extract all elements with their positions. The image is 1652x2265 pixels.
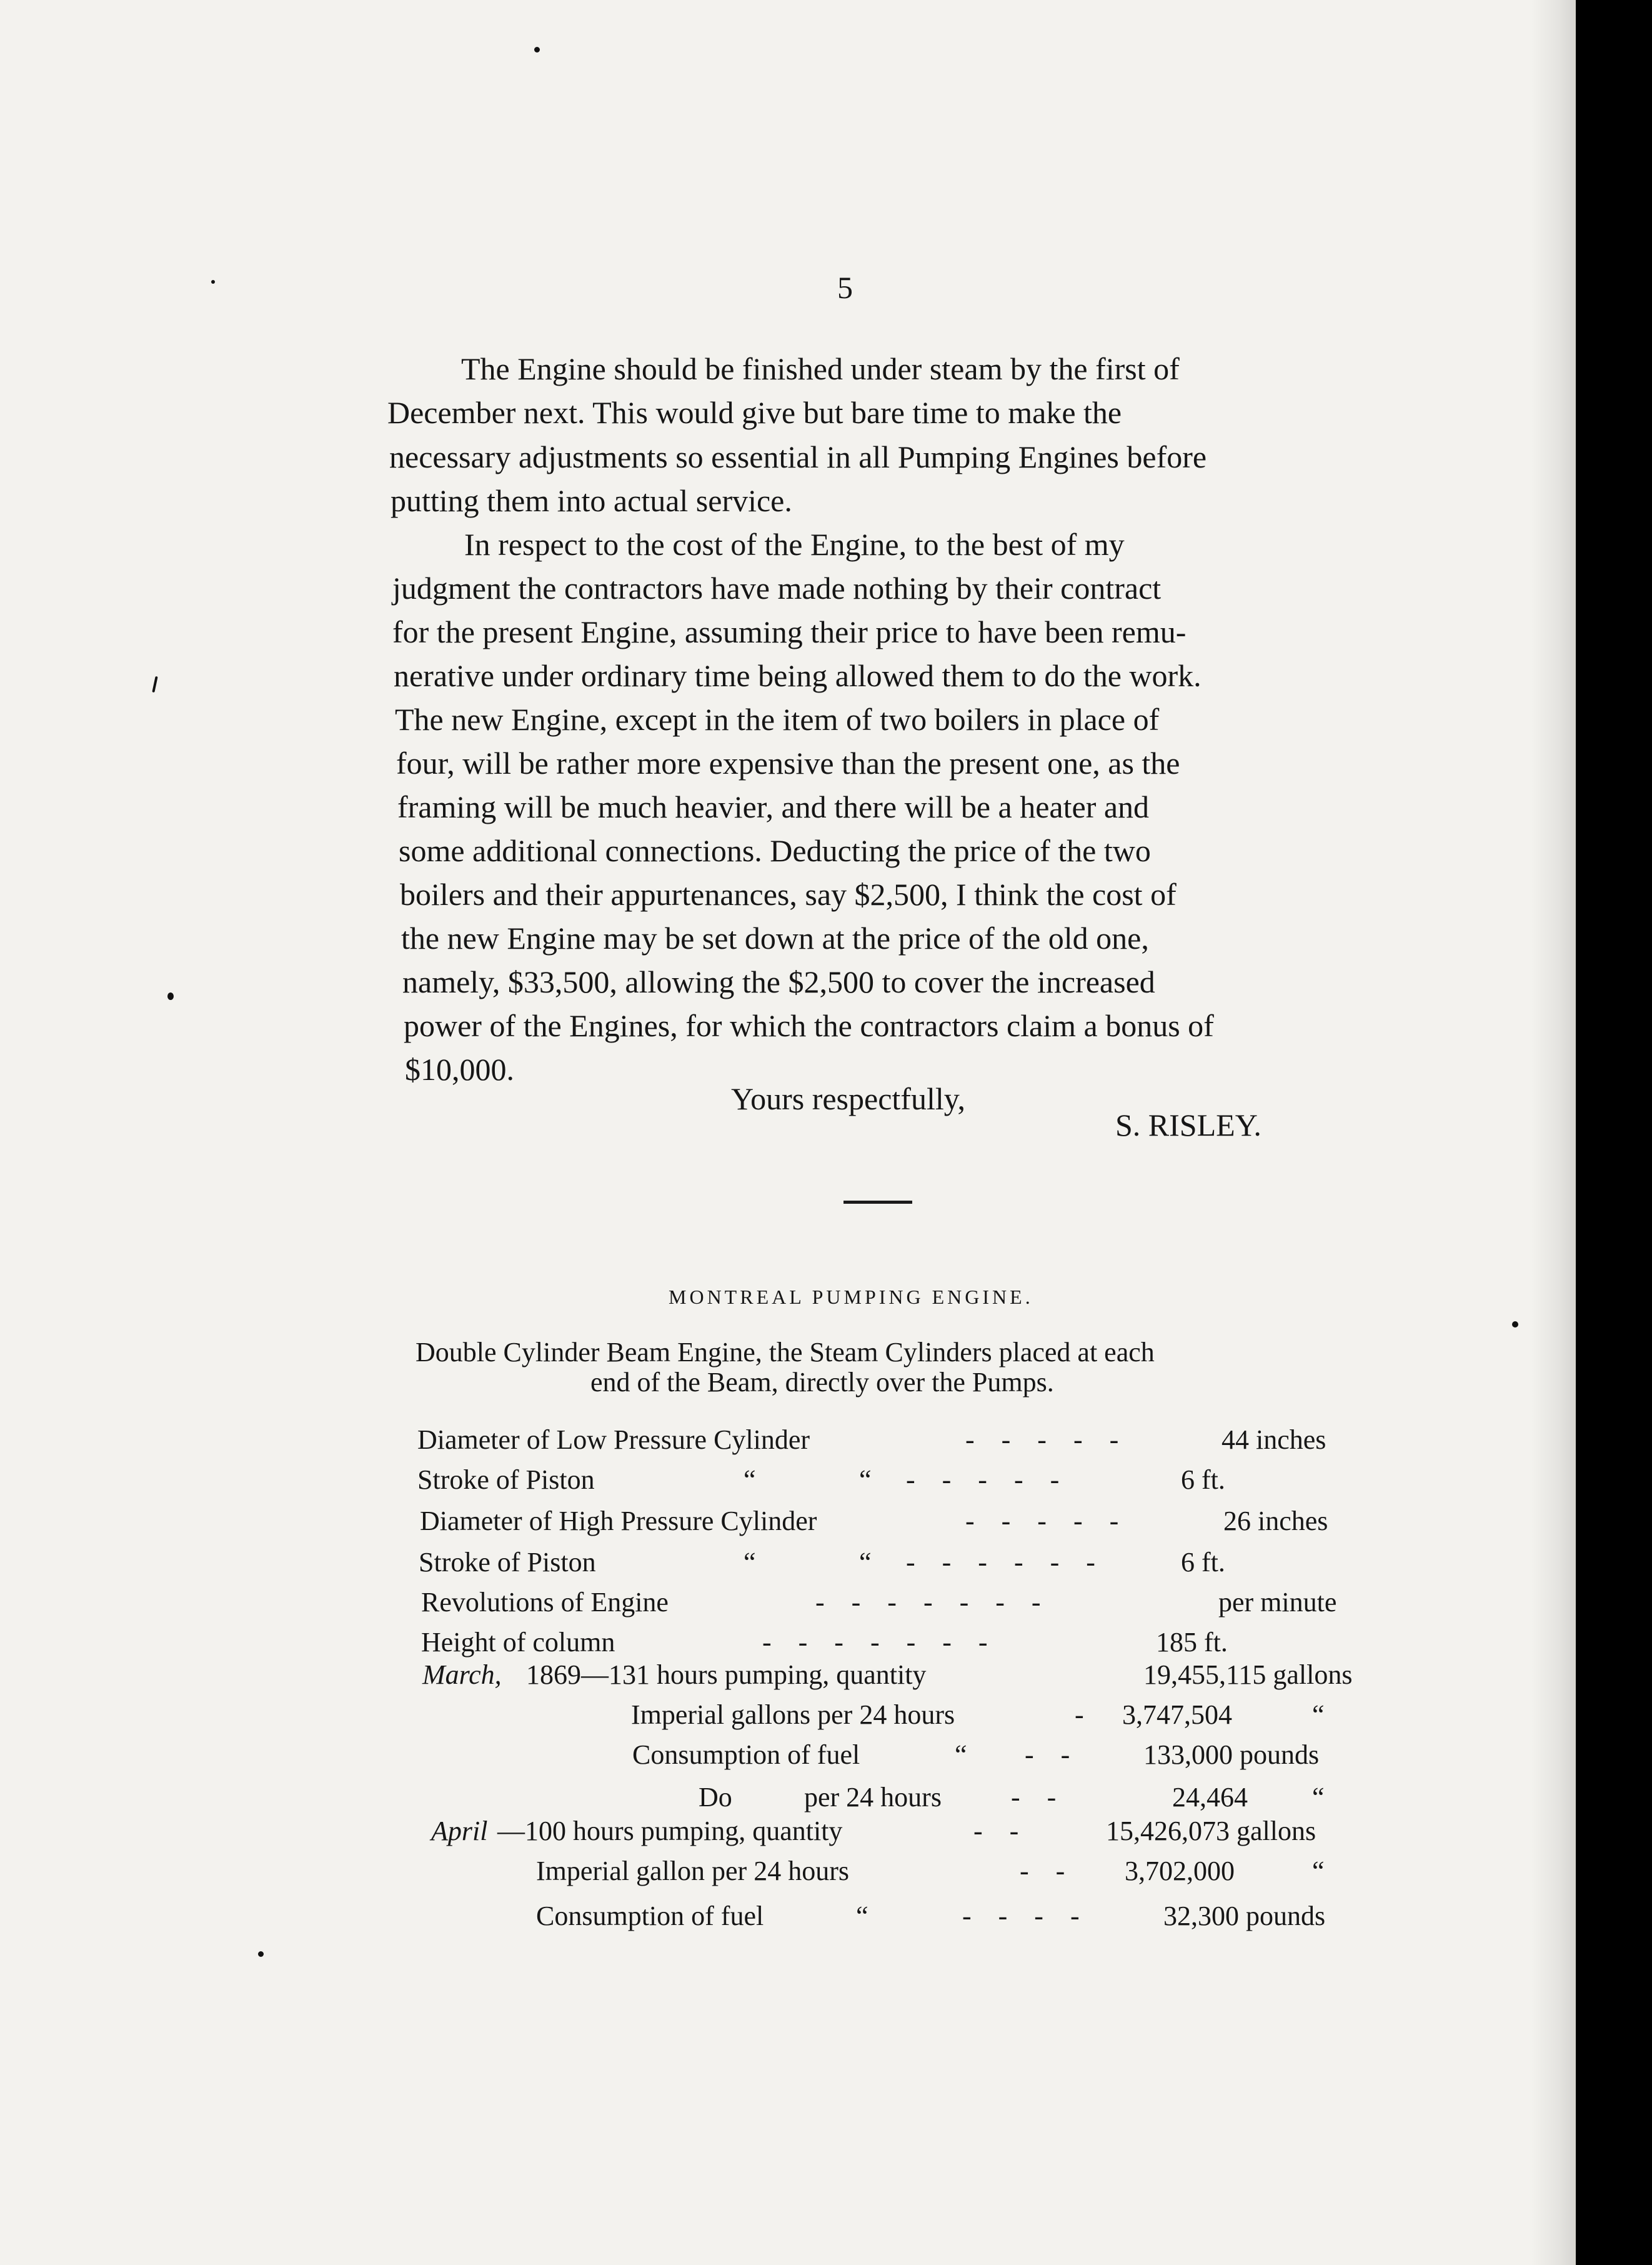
letter-line: $10,000. xyxy=(405,1052,514,1087)
spec-label: Diameter of Low Pressure Cylinder xyxy=(417,1424,810,1455)
letter-line: The new Engine, except in the item of two boilers in place of xyxy=(395,702,1160,737)
spec-row xyxy=(0,1659,1576,1691)
page-number: 5 xyxy=(837,270,853,305)
spec-leaders: - - xyxy=(973,1816,1029,1846)
spec-value: 32,300 pounds xyxy=(1163,1901,1326,1931)
ditto-mark: “ xyxy=(1312,1782,1325,1812)
spec-value: 6 ft. xyxy=(1181,1464,1225,1495)
spec-value: 6 ft. xyxy=(1181,1547,1225,1578)
letter-line: necessary adjustments so essential in all Pumping Engines before xyxy=(389,439,1207,474)
spec-label-month: April xyxy=(431,1816,488,1846)
spec-title: MONTREAL PUMPING ENGINE. xyxy=(669,1286,1033,1308)
spec-label: Consumption of fuel xyxy=(536,1901,764,1931)
spec-value: 185 ft. xyxy=(1156,1627,1228,1658)
spec-row xyxy=(0,1815,1576,1848)
spec-leaders: - - - - - - xyxy=(906,1547,1105,1578)
spec-row xyxy=(0,1586,1576,1619)
spec-leaders: - - - - xyxy=(962,1901,1090,1931)
letter-line: the new Engine may be set down at the price of the old one, xyxy=(401,921,1149,956)
spec-value: 19,455,115 gallons xyxy=(1143,1659,1353,1690)
spec-label: Consumption of fuel xyxy=(632,1739,860,1770)
ditto-mark: “ xyxy=(955,1739,967,1770)
spec-leaders: - xyxy=(1075,1699,1094,1730)
spec-label: Stroke of Piston xyxy=(417,1464,595,1495)
letter-closing: Yours respectfully, xyxy=(731,1081,965,1116)
spec-leaders: - - - - - - - xyxy=(815,1587,1051,1618)
spec-leaders: - - xyxy=(1020,1856,1075,1886)
letter-line: for the present Engine, assuming their price to have been remu- xyxy=(392,614,1187,649)
ditto-mark: “ xyxy=(1312,1699,1325,1730)
letter-line: putting them into actual service. xyxy=(391,483,792,518)
spec-label: Imperial gallons per 24 hours xyxy=(631,1699,955,1730)
ditto-mark: “ xyxy=(859,1464,872,1495)
ditto-mark: “ xyxy=(856,1901,868,1931)
spec-leaders: - - - - - xyxy=(965,1424,1129,1455)
spec-row xyxy=(0,1739,1576,1771)
letter-line: nerative under ordinary time being allowed them to do the work. xyxy=(394,658,1202,693)
letter-line: In respect to the cost of the Engine, to the best of my xyxy=(464,527,1125,562)
letter-line: power of the Engines, for which the contractors claim a bonus of xyxy=(404,1008,1214,1043)
letter-line: framing will be much heavier, and there will be a heater and xyxy=(397,789,1150,824)
letter-signature: S. RISLEY. xyxy=(1115,1108,1261,1142)
spec-leaders: - - - - - xyxy=(965,1506,1129,1536)
spec-row xyxy=(0,1464,1576,1496)
ditto-mark: “ xyxy=(1312,1856,1325,1886)
spec-row xyxy=(0,1505,1576,1538)
spec-value: 44 inches xyxy=(1222,1424,1326,1455)
spec-label: Revolutions of Engine xyxy=(421,1587,669,1618)
spec-leaders: - - xyxy=(1011,1782,1067,1812)
spec-intro-line: Double Cylinder Beam Engine, the Steam Cylinders placed at each xyxy=(415,1337,1155,1368)
spec-row xyxy=(0,1626,1576,1659)
spec-value: per minute xyxy=(1218,1587,1337,1618)
spec-value: 24,464 xyxy=(1172,1782,1248,1812)
spec-value: 15,426,073 gallons xyxy=(1106,1816,1316,1846)
ditto-mark: “ xyxy=(859,1547,872,1578)
letter-line: four, will be rather more expensive than the present one, as the xyxy=(396,746,1180,781)
letter-line: December next. This would give but bare time to make the xyxy=(387,395,1122,430)
spec-label: per 24 hours xyxy=(804,1782,942,1812)
ditto-mark: “ xyxy=(744,1547,756,1578)
spec-value: 3,702,000 xyxy=(1125,1856,1235,1886)
spec-leaders: - - - - - - - xyxy=(762,1627,998,1658)
spec-leaders: - - - - - xyxy=(906,1464,1070,1495)
spec-label: Do xyxy=(699,1782,732,1812)
spec-leaders: - - xyxy=(1025,1739,1080,1770)
spec-value: 133,000 pounds xyxy=(1143,1739,1320,1770)
spec-intro-line: end of the Beam, directly over the Pumps. xyxy=(590,1367,1054,1398)
letter-line: boilers and their appurtenances, say $2,500, I think the cost of xyxy=(400,877,1177,912)
spec-row xyxy=(0,1900,1576,1932)
spec-label: —100 hours pumping, quantity xyxy=(497,1816,843,1846)
spec-value: 3,747,504 xyxy=(1122,1699,1232,1730)
letter-line: namely, $33,500, allowing the $2,500 to cover the increased xyxy=(402,964,1155,999)
spec-label: Height of column xyxy=(421,1627,615,1658)
spec-row xyxy=(0,1699,1576,1731)
ditto-mark: “ xyxy=(744,1464,756,1495)
spec-label: Imperial gallon per 24 hours xyxy=(536,1856,849,1886)
spec-row xyxy=(0,1781,1576,1814)
spec-value: 26 inches xyxy=(1223,1506,1328,1536)
spec-row xyxy=(0,1424,1576,1456)
spec-label: 1869—131 hours pumping, quantity xyxy=(526,1659,927,1690)
spec-label: Diameter of High Pressure Cylinder xyxy=(420,1506,817,1536)
spec-label-month: March, xyxy=(422,1659,502,1690)
spec-row xyxy=(0,1855,1576,1888)
letter-line: The Engine should be finished under steam by the first of xyxy=(461,351,1180,386)
letter-line: some additional connections. Deducting the price of the two xyxy=(399,833,1151,868)
spec-label: Stroke of Piston xyxy=(419,1547,596,1578)
letter-line: judgment the contractors have made nothing by their contract xyxy=(392,571,1162,606)
spec-row xyxy=(0,1546,1576,1579)
